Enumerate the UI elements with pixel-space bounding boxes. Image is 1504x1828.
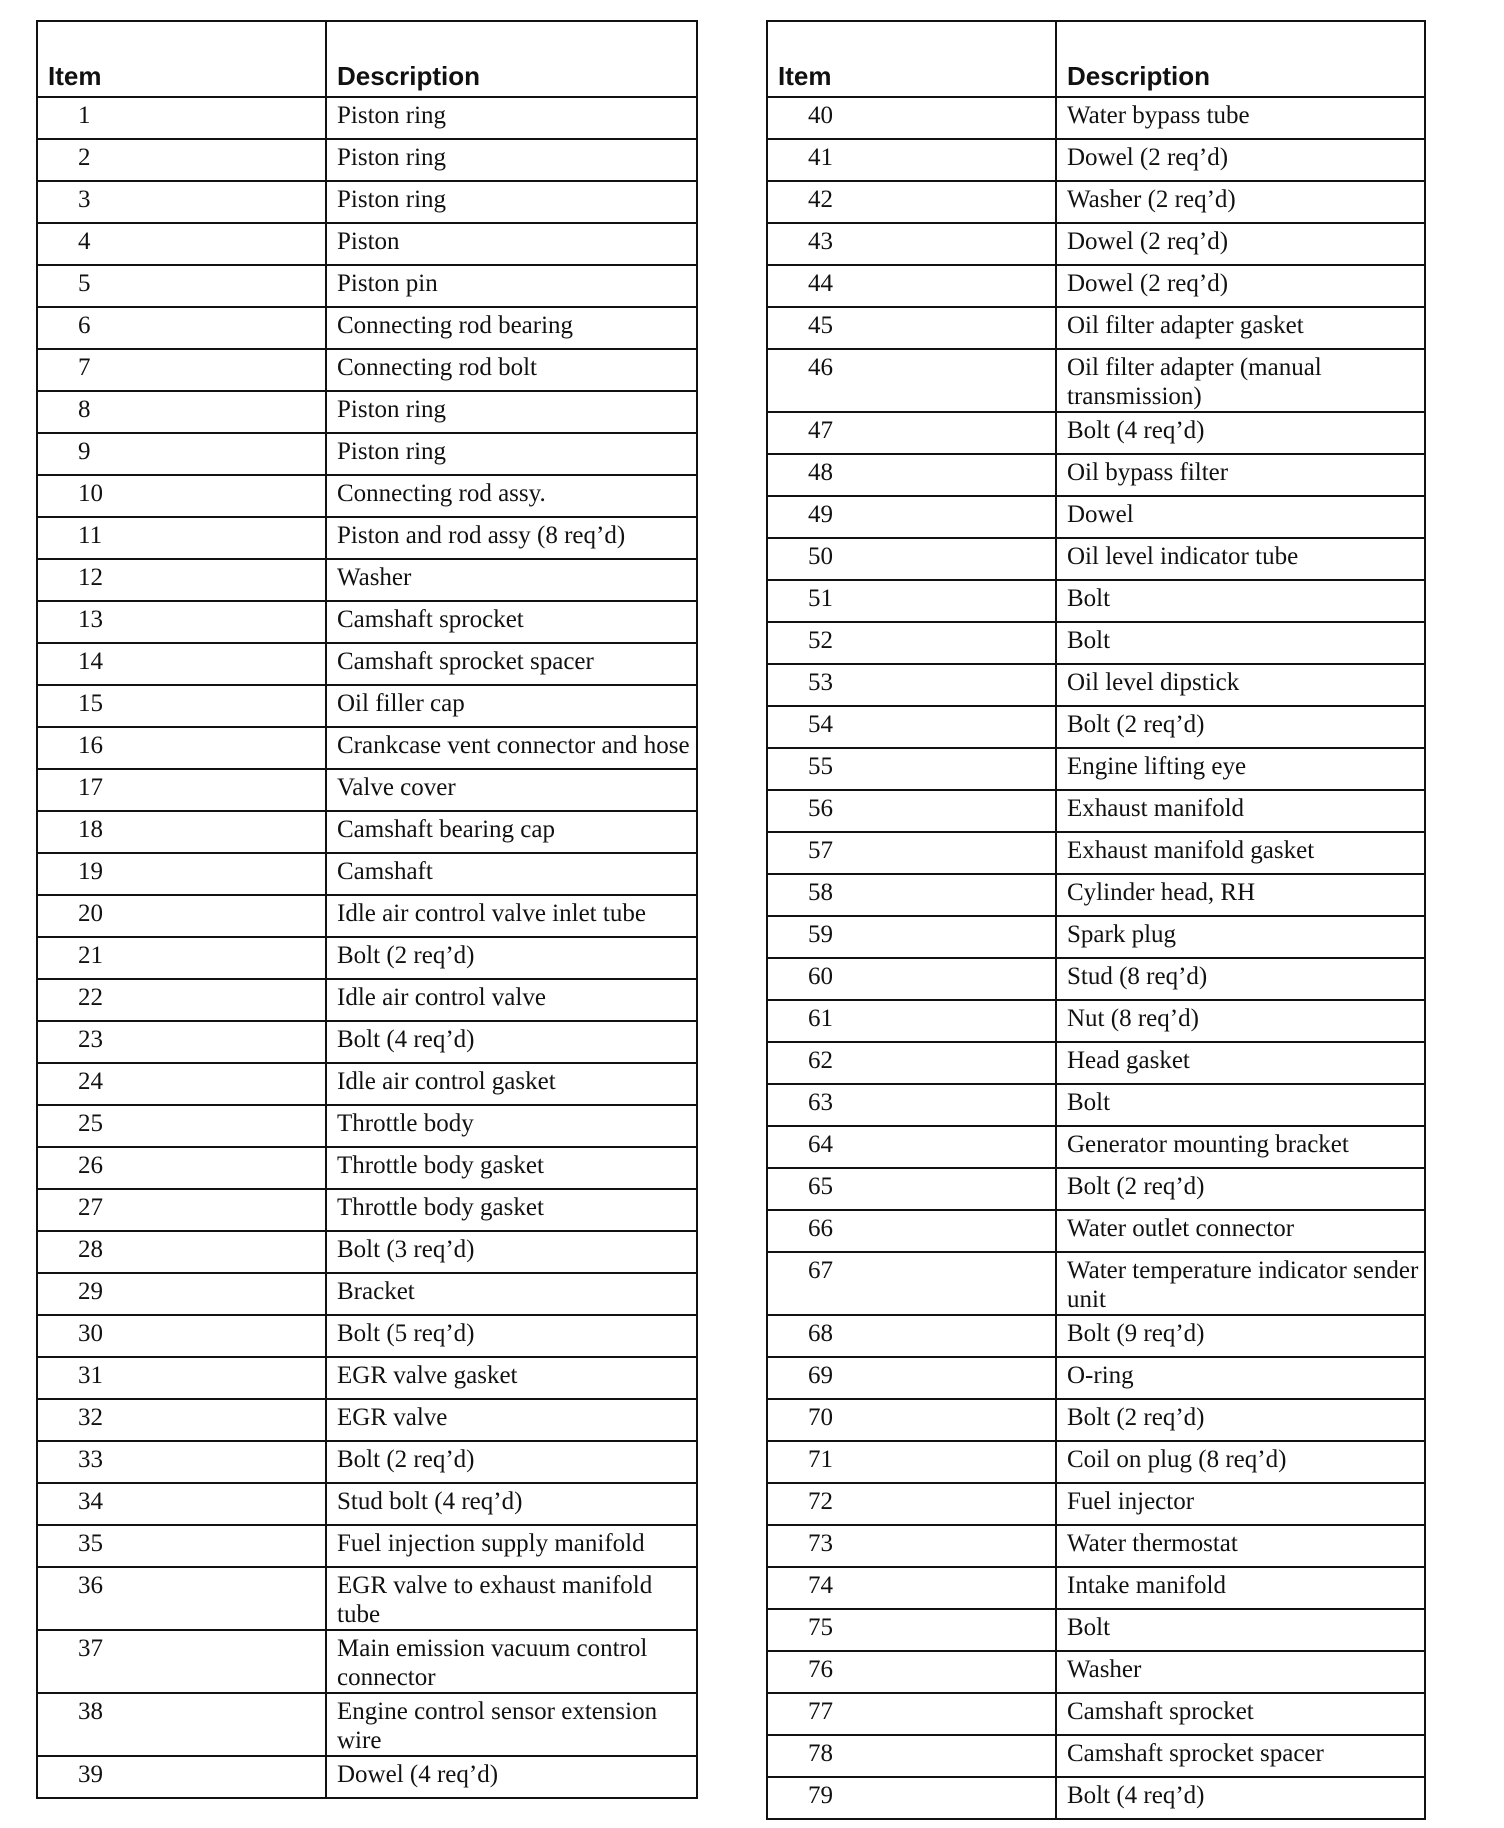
item-description: Exhaust manifold <box>1056 790 1425 832</box>
item-number: 7 <box>37 349 326 391</box>
item-number: 29 <box>37 1273 326 1315</box>
item-description: Water outlet connector <box>1056 1210 1425 1252</box>
table-row <box>767 139 1425 181</box>
table-row <box>767 1735 1425 1777</box>
table-row <box>767 1084 1425 1126</box>
item-description: Camshaft sprocket spacer <box>326 643 697 685</box>
table-row <box>37 307 697 349</box>
item-number: 57 <box>767 832 1056 874</box>
item-description: Oil level dipstick <box>1056 664 1425 706</box>
table-row <box>37 601 697 643</box>
item-number: 76 <box>767 1651 1056 1693</box>
table-row <box>767 1525 1425 1567</box>
table-row <box>37 1693 697 1756</box>
item-description: Fuel injector <box>1056 1483 1425 1525</box>
table-row <box>37 1147 697 1189</box>
table-row <box>767 874 1425 916</box>
table-row <box>37 1399 697 1441</box>
item-description: Bolt (9 req’d) <box>1056 1315 1425 1357</box>
item-description: Camshaft sprocket <box>1056 1693 1425 1735</box>
item-number: 61 <box>767 1000 1056 1042</box>
item-description: Dowel (2 req’d) <box>1056 223 1425 265</box>
item-description: Throttle body <box>326 1105 697 1147</box>
table-row <box>37 1756 697 1798</box>
table-row <box>767 538 1425 580</box>
table-row <box>767 1651 1425 1693</box>
item-description: Throttle body gasket <box>326 1147 697 1189</box>
item-description: EGR valve <box>326 1399 697 1441</box>
item-number: 22 <box>37 979 326 1021</box>
parts-table-left <box>36 20 698 1799</box>
item-description: Engine control sensor extension wire <box>326 1693 697 1756</box>
item-number: 25 <box>37 1105 326 1147</box>
item-number: 64 <box>767 1126 1056 1168</box>
table-row <box>37 685 697 727</box>
item-description: Dowel (4 req’d) <box>326 1756 697 1798</box>
table-row <box>767 622 1425 664</box>
item-number: 16 <box>37 727 326 769</box>
item-description: Bolt (4 req’d) <box>1056 1777 1425 1819</box>
item-description: Bolt (2 req’d) <box>1056 1399 1425 1441</box>
table-row <box>767 706 1425 748</box>
table-row <box>37 1630 697 1693</box>
item-description: Water thermostat <box>1056 1525 1425 1567</box>
item-number: 40 <box>767 97 1056 139</box>
table-row <box>767 790 1425 832</box>
table-row <box>767 349 1425 412</box>
item-number: 14 <box>37 643 326 685</box>
item-description: Bolt (4 req’d) <box>1056 412 1425 454</box>
item-description: Piston <box>326 223 697 265</box>
item-number: 72 <box>767 1483 1056 1525</box>
item-description: Piston ring <box>326 139 697 181</box>
table-row <box>37 559 697 601</box>
item-description: Stud bolt (4 req’d) <box>326 1483 697 1525</box>
table-row <box>37 1315 697 1357</box>
table-row <box>37 475 697 517</box>
item-number: 17 <box>37 769 326 811</box>
table-row <box>37 1567 697 1630</box>
item-description: Piston pin <box>326 265 697 307</box>
item-description: Cylinder head, RH <box>1056 874 1425 916</box>
table-row <box>37 97 697 139</box>
table-row <box>767 412 1425 454</box>
item-description: Spark plug <box>1056 916 1425 958</box>
table-row <box>37 1021 697 1063</box>
table-row <box>767 748 1425 790</box>
item-description: Generator mounting bracket <box>1056 1126 1425 1168</box>
item-number: 51 <box>767 580 1056 622</box>
table-row <box>767 1777 1425 1819</box>
item-number: 8 <box>37 391 326 433</box>
table-row <box>767 1567 1425 1609</box>
item-description: Coil on plug (8 req’d) <box>1056 1441 1425 1483</box>
table-row <box>767 1210 1425 1252</box>
item-number: 49 <box>767 496 1056 538</box>
table-row <box>767 223 1425 265</box>
table-row <box>767 664 1425 706</box>
item-description: Bolt (2 req’d) <box>1056 706 1425 748</box>
item-number: 24 <box>37 1063 326 1105</box>
item-number: 79 <box>767 1777 1056 1819</box>
item-description: Dowel (2 req’d) <box>1056 139 1425 181</box>
item-description: Valve cover <box>326 769 697 811</box>
item-description: Exhaust manifold gasket <box>1056 832 1425 874</box>
item-number: 30 <box>37 1315 326 1357</box>
item-number: 46 <box>767 349 1056 412</box>
item-description: Oil filter adapter gasket <box>1056 307 1425 349</box>
item-number: 78 <box>767 1735 1056 1777</box>
item-description: Washer <box>326 559 697 601</box>
item-number: 70 <box>767 1399 1056 1441</box>
item-number: 59 <box>767 916 1056 958</box>
table-row <box>37 1063 697 1105</box>
item-description: EGR valve gasket <box>326 1357 697 1399</box>
item-description: Bolt (5 req’d) <box>326 1315 697 1357</box>
item-description: Engine lifting eye <box>1056 748 1425 790</box>
parts-table-right-body <box>767 97 1425 1819</box>
description-column-header: Description <box>326 21 697 97</box>
item-description: Oil filter adapter (manual transmission) <box>1056 349 1425 412</box>
item-number: 27 <box>37 1189 326 1231</box>
description-column-header: Description <box>1056 21 1425 97</box>
table-row <box>767 496 1425 538</box>
table-row <box>37 1357 697 1399</box>
item-number: 35 <box>37 1525 326 1567</box>
table-row <box>767 1168 1425 1210</box>
table-row <box>37 643 697 685</box>
table-row <box>767 1609 1425 1651</box>
table-row <box>37 1231 697 1273</box>
item-number: 26 <box>37 1147 326 1189</box>
item-column-header: Item <box>767 21 1056 97</box>
item-description: Bracket <box>326 1273 697 1315</box>
item-number: 21 <box>37 937 326 979</box>
table-row <box>767 1693 1425 1735</box>
table-row <box>37 1441 697 1483</box>
item-description: O-ring <box>1056 1357 1425 1399</box>
table-row <box>37 853 697 895</box>
item-number: 77 <box>767 1693 1056 1735</box>
item-number: 37 <box>37 1630 326 1693</box>
table-row <box>37 139 697 181</box>
item-number: 5 <box>37 265 326 307</box>
item-number: 67 <box>767 1252 1056 1315</box>
item-description: Stud (8 req’d) <box>1056 958 1425 1000</box>
table-row <box>767 1000 1425 1042</box>
parts-table-right <box>766 20 1426 1820</box>
table-row <box>37 1525 697 1567</box>
item-number: 75 <box>767 1609 1056 1651</box>
table-row <box>767 1399 1425 1441</box>
table-row <box>767 307 1425 349</box>
item-number: 18 <box>37 811 326 853</box>
item-number: 53 <box>767 664 1056 706</box>
table-row <box>767 916 1425 958</box>
item-number: 28 <box>37 1231 326 1273</box>
item-description: Bolt (2 req’d) <box>326 1441 697 1483</box>
table-row <box>767 580 1425 622</box>
item-number: 60 <box>767 958 1056 1000</box>
item-number: 4 <box>37 223 326 265</box>
item-description: Oil filler cap <box>326 685 697 727</box>
table-row <box>37 979 697 1021</box>
item-number: 58 <box>767 874 1056 916</box>
item-number: 10 <box>37 475 326 517</box>
item-description: Piston ring <box>326 97 697 139</box>
item-description: Idle air control valve <box>326 979 697 1021</box>
item-description: Dowel <box>1056 496 1425 538</box>
item-description: Piston ring <box>326 391 697 433</box>
item-number: 50 <box>767 538 1056 580</box>
item-description: Piston and rod assy (8 req’d) <box>326 517 697 559</box>
item-description: Camshaft bearing cap <box>326 811 697 853</box>
table-row <box>767 97 1425 139</box>
table-row <box>767 1315 1425 1357</box>
table-row <box>767 958 1425 1000</box>
table-header-row <box>767 21 1425 97</box>
item-number: 39 <box>37 1756 326 1798</box>
item-description: Dowel (2 req’d) <box>1056 265 1425 307</box>
table-row <box>37 769 697 811</box>
item-description: Nut (8 req’d) <box>1056 1000 1425 1042</box>
item-number: 66 <box>767 1210 1056 1252</box>
item-description: Camshaft sprocket spacer <box>1056 1735 1425 1777</box>
item-number: 45 <box>767 307 1056 349</box>
item-description: Bolt <box>1056 622 1425 664</box>
item-number: 52 <box>767 622 1056 664</box>
table-row <box>767 181 1425 223</box>
table-row <box>37 181 697 223</box>
item-number: 12 <box>37 559 326 601</box>
item-description: Bolt (2 req’d) <box>1056 1168 1425 1210</box>
item-description: Connecting rod bearing <box>326 307 697 349</box>
item-description: Water bypass tube <box>1056 97 1425 139</box>
item-number: 1 <box>37 97 326 139</box>
item-number: 38 <box>37 1693 326 1756</box>
table-row <box>37 937 697 979</box>
table-row <box>37 1189 697 1231</box>
table-row <box>767 1042 1425 1084</box>
item-description: Crankcase vent connector and hose <box>326 727 697 769</box>
table-row <box>767 265 1425 307</box>
item-number: 47 <box>767 412 1056 454</box>
item-description: Bolt (2 req’d) <box>326 937 697 979</box>
table-row <box>37 349 697 391</box>
item-number: 48 <box>767 454 1056 496</box>
item-number: 33 <box>37 1441 326 1483</box>
item-description: Head gasket <box>1056 1042 1425 1084</box>
table-row <box>37 265 697 307</box>
item-description: Bolt <box>1056 1609 1425 1651</box>
item-description: Idle air control gasket <box>326 1063 697 1105</box>
item-number: 54 <box>767 706 1056 748</box>
item-description: Connecting rod bolt <box>326 349 697 391</box>
item-description: Throttle body gasket <box>326 1189 697 1231</box>
item-description: Camshaft <box>326 853 697 895</box>
item-description: Washer (2 req’d) <box>1056 181 1425 223</box>
item-description: Idle air control valve inlet tube <box>326 895 697 937</box>
item-number: 74 <box>767 1567 1056 1609</box>
table-row <box>37 391 697 433</box>
item-number: 31 <box>37 1357 326 1399</box>
table-row <box>37 517 697 559</box>
item-description: EGR valve to exhaust manifold tube <box>326 1567 697 1630</box>
item-number: 42 <box>767 181 1056 223</box>
item-number: 23 <box>37 1021 326 1063</box>
item-number: 3 <box>37 181 326 223</box>
item-description: Piston ring <box>326 181 697 223</box>
item-number: 41 <box>767 139 1056 181</box>
item-number: 62 <box>767 1042 1056 1084</box>
item-number: 13 <box>37 601 326 643</box>
item-description: Water temperature indicator sender unit <box>1056 1252 1425 1315</box>
item-number: 68 <box>767 1315 1056 1357</box>
item-description: Bolt (4 req’d) <box>326 1021 697 1063</box>
item-number: 73 <box>767 1525 1056 1567</box>
item-description: Oil level indicator tube <box>1056 538 1425 580</box>
table-row <box>37 727 697 769</box>
table-row <box>37 1483 697 1525</box>
parts-table-left-body <box>37 97 697 1798</box>
item-description: Camshaft sprocket <box>326 601 697 643</box>
item-number: 56 <box>767 790 1056 832</box>
table-row <box>37 1105 697 1147</box>
table-row <box>37 433 697 475</box>
table-row <box>37 223 697 265</box>
table-row <box>37 895 697 937</box>
item-number: 43 <box>767 223 1056 265</box>
item-number: 65 <box>767 1168 1056 1210</box>
table-row <box>767 1126 1425 1168</box>
item-number: 11 <box>37 517 326 559</box>
table-row <box>767 454 1425 496</box>
item-description: Bolt <box>1056 580 1425 622</box>
item-number: 32 <box>37 1399 326 1441</box>
item-description: Bolt <box>1056 1084 1425 1126</box>
item-description: Fuel injection supply manifold <box>326 1525 697 1567</box>
table-header-row <box>37 21 697 97</box>
item-number: 9 <box>37 433 326 475</box>
item-description: Oil bypass filter <box>1056 454 1425 496</box>
table-row <box>767 1357 1425 1399</box>
item-description: Intake manifold <box>1056 1567 1425 1609</box>
item-description: Piston ring <box>326 433 697 475</box>
item-number: 19 <box>37 853 326 895</box>
table-row <box>767 1441 1425 1483</box>
table-row <box>767 1483 1425 1525</box>
table-row <box>37 811 697 853</box>
item-description: Bolt (3 req’d) <box>326 1231 697 1273</box>
item-number: 63 <box>767 1084 1056 1126</box>
item-column-header: Item <box>37 21 326 97</box>
item-description: Connecting rod assy. <box>326 475 697 517</box>
item-number: 69 <box>767 1357 1056 1399</box>
item-number: 6 <box>37 307 326 349</box>
item-number: 2 <box>37 139 326 181</box>
item-number: 34 <box>37 1483 326 1525</box>
table-row <box>767 1252 1425 1315</box>
table-row <box>37 1273 697 1315</box>
item-number: 71 <box>767 1441 1056 1483</box>
item-number: 36 <box>37 1567 326 1630</box>
item-number: 44 <box>767 265 1056 307</box>
item-number: 15 <box>37 685 326 727</box>
item-description: Main emission vacuum control connector <box>326 1630 697 1693</box>
item-number: 55 <box>767 748 1056 790</box>
table-row <box>767 832 1425 874</box>
item-description: Washer <box>1056 1651 1425 1693</box>
item-number: 20 <box>37 895 326 937</box>
